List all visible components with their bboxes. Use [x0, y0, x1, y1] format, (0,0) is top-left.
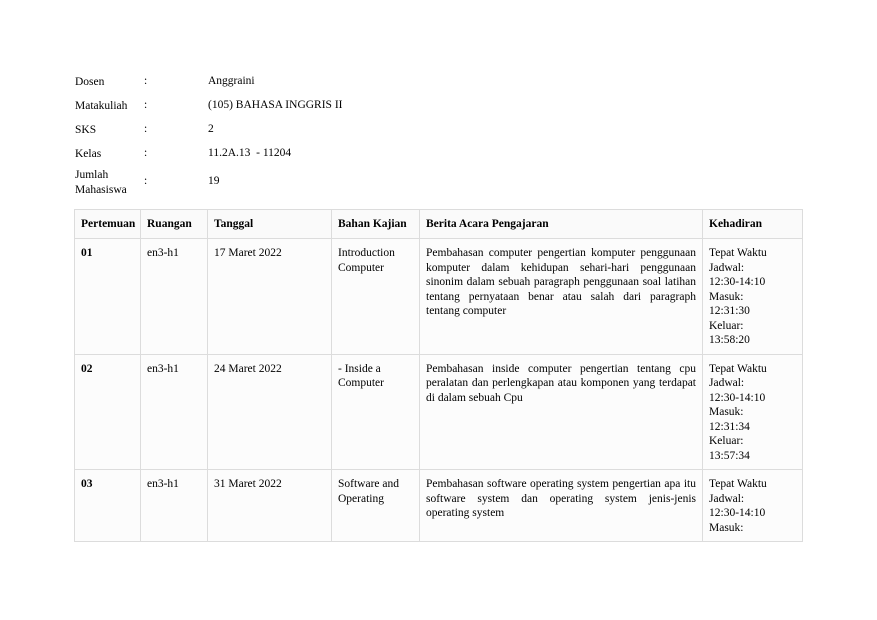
jumlah-value: 19 — [208, 175, 220, 187]
header-berita-acara: Berita Acara Pengajaran — [420, 210, 703, 239]
header-tanggal: Tanggal — [208, 210, 332, 239]
matakuliah-separator: : — [144, 99, 148, 111]
kehadiran-jadwal-value: 12:30-14:10 — [709, 391, 766, 404]
header-pertemuan: Pertemuan — [75, 210, 141, 239]
kehadiran-status: Tepat Waktu — [709, 247, 767, 259]
cell-berita-acara: Pembahasan inside computer pengertian tentang cpu peralatan dan perlengkapan atau komponen yang terdapat di dalam sebuah Cpu — [420, 354, 703, 470]
header-ruangan: Ruangan — [141, 210, 208, 239]
dosen-value: Anggraini — [208, 75, 255, 87]
cell-berita-acara: Pembahasan computer pengertian komputer penggunaan komputer dalam kehidupan sehari-hari penggunaan sinonim dalam sebuah paragraph penggunaan soal latihan tentang pernyataan benar atau salah dari paragraph tentang computer — [420, 239, 703, 355]
kehadiran-jadwal-value: 12:30-14:10 — [709, 276, 766, 288]
kehadiran-jadwal-value: 12:30-14:10 — [709, 507, 766, 519]
kehadiran-keluar-label: Keluar: — [709, 319, 744, 332]
dosen-label: Dosen — [75, 76, 105, 88]
table-row — [75, 470, 803, 542]
table-header-row — [75, 210, 803, 239]
kehadiran-jadwal-label: Jadwal: — [709, 377, 745, 389]
meetings-table — [74, 209, 803, 542]
cell-ruangan: en3-h1 — [141, 239, 208, 355]
cell-bahan-kajian: - Inside a Computer — [332, 354, 420, 470]
jumlah-separator: : — [144, 175, 148, 187]
cell-kehadiran — [703, 470, 803, 542]
kehadiran-keluar-value: 13:58:20 — [709, 334, 750, 346]
dosen-separator: : — [144, 75, 148, 87]
kelas-separator: : — [144, 147, 148, 159]
table-row — [75, 354, 803, 470]
kelas-label: Kelas — [75, 148, 102, 160]
sks-label: SKS — [75, 124, 97, 136]
cell-pertemuan: 02 — [75, 354, 141, 470]
header-bahan-kajian: Bahan Kajian — [332, 210, 420, 239]
cell-kehadiran — [703, 354, 803, 470]
cell-berita-acara: Pembahasan software operating system pengertian apa itu software system dan operating system jenis-jenis operating system — [420, 470, 703, 542]
cell-kehadiran — [703, 239, 803, 355]
kehadiran-keluar-label: Keluar: — [709, 435, 744, 447]
kehadiran-jadwal-label: Jadwal: — [709, 492, 745, 505]
kehadiran-masuk-label: Masuk: — [709, 521, 744, 534]
cell-ruangan: en3-h1 — [141, 470, 208, 542]
cell-pertemuan: 01 — [75, 239, 141, 355]
header-kehadiran: Kehadiran — [703, 210, 803, 239]
kehadiran-masuk-value: 12:31:34 — [709, 420, 750, 433]
jumlah-label: Jumlah Mahasiswa — [75, 169, 127, 196]
cell-tanggal: 17 Maret 2022 — [208, 239, 332, 355]
cell-tanggal: 31 Maret 2022 — [208, 470, 332, 542]
kehadiran-masuk-value: 12:31:30 — [709, 305, 750, 317]
cell-ruangan: en3-h1 — [141, 354, 208, 470]
cell-pertemuan: 03 — [75, 470, 141, 542]
cell-bahan-kajian: Software and Operating — [332, 470, 420, 542]
cell-bahan-kajian: Introduction Computer — [332, 239, 420, 355]
matakuliah-label: Matakuliah — [75, 100, 128, 112]
kehadiran-masuk-label: Masuk: — [709, 406, 744, 418]
table-row — [75, 239, 803, 355]
matakuliah-value: (105) BAHASA INGGRIS II — [208, 99, 343, 111]
kehadiran-status: Tepat Waktu — [709, 478, 767, 490]
cell-tanggal: 24 Maret 2022 — [208, 354, 332, 470]
kehadiran-keluar-value: 13:57:34 — [709, 449, 750, 462]
kelas-value: 11.2A.13 - 11204 — [208, 147, 292, 159]
kehadiran-masuk-label: Masuk: — [709, 290, 744, 303]
sks-value: 2 — [208, 123, 214, 135]
kehadiran-status: Tepat Waktu — [709, 362, 767, 375]
kehadiran-jadwal-label: Jadwal: — [709, 261, 745, 274]
sks-separator: : — [144, 123, 148, 135]
